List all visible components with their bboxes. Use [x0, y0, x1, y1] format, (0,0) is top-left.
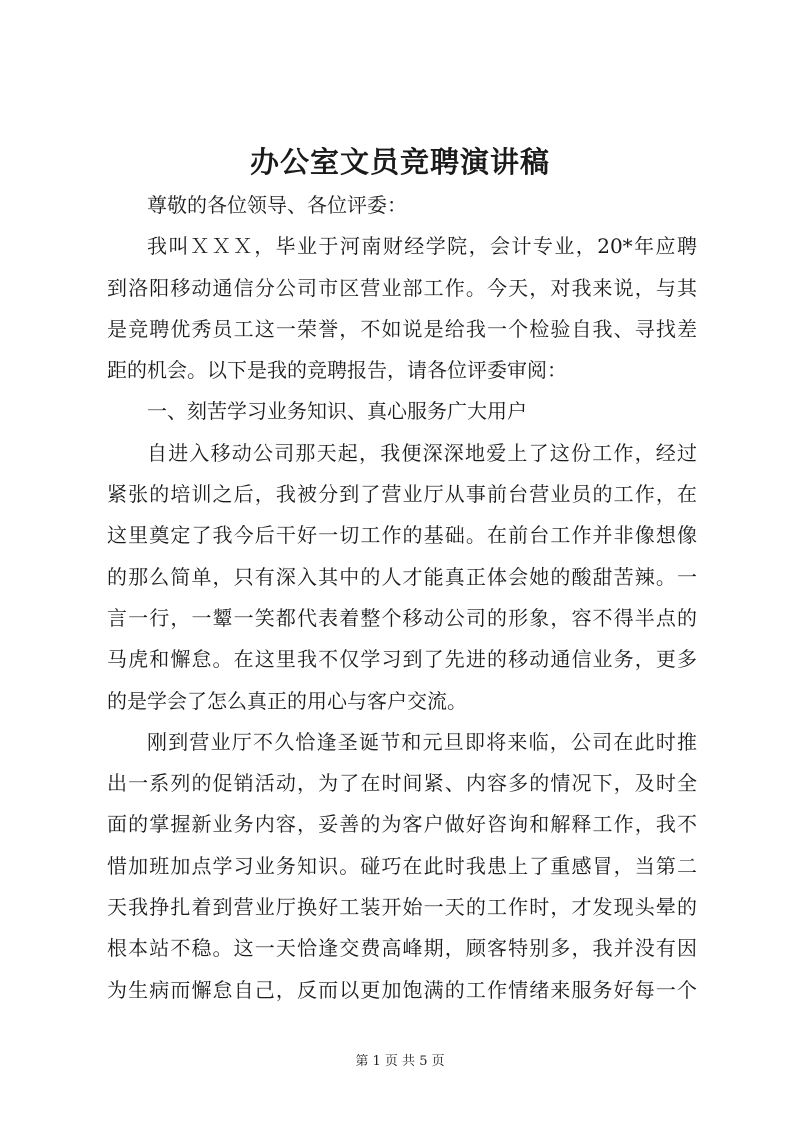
text-line: 我叫ＸＸＸ，毕业于河南财经学院，会计专业，20*年应聘 — [147, 234, 697, 259]
text-line: 天我挣扎着到营业厅换好工装开始一天的工作时，才发现头晕的 — [107, 895, 697, 920]
text-line: 自进入移动公司那天起，我便深深地爱上了这份工作，经过 — [147, 440, 697, 465]
text-line: 面的掌握新业务内容，妥善的为客户做好咨询和解释工作，我不 — [107, 812, 697, 837]
text-line: 的那么简单，只有深入其中的人才能真正体会她的酸甜苦辣。一 — [107, 564, 697, 589]
text-line: 这里奠定了我今后干好一切工作的基础。在前台工作并非像想像 — [107, 523, 697, 548]
text-line: 的是学会了怎么真正的用心与客户交流。 — [107, 688, 467, 713]
text-line: 尊敬的各位领导、各位评委： — [147, 193, 407, 217]
document-title: 办公室文员竞聘演讲稿 — [249, 145, 550, 179]
text-line: 刚到营业厅不久恰逢圣诞节和元旦即将来临，公司在此时推 — [147, 729, 697, 754]
text-line: 紧张的培训之后，我被分到了营业厅从事前台营业员的工作，在 — [107, 482, 697, 507]
text-line: 马虎和懈怠。在这里我不仅学习到了先进的移动通信业务，更多 — [107, 647, 697, 672]
text-line: 一、刻苦学习业务知识、真心服务广大用户 — [147, 399, 527, 424]
text-line: 根本站不稳。这一天恰逢交费高峰期，顾客特别多，我并没有因 — [107, 936, 697, 961]
text-line: 惜加班加点学习业务知识。碰巧在此时我患上了重感冒，当第二 — [107, 853, 697, 878]
page-footer: 第 1 页 共 5 页 — [355, 1054, 445, 1069]
text-line: 距的机会。以下是我的竞聘报告，请各位评委审阅： — [107, 358, 567, 383]
text-line: 言一行，一颦一笑都代表着整个移动公司的形象，容不得半点的 — [107, 605, 697, 630]
text-line: 为生病而懈怠自己，反而以更加饱满的工作情绪来服务好每一个 — [107, 977, 697, 1002]
text-line: 到洛阳移动通信分公司市区营业部工作。今天，对我来说，与其 — [107, 275, 697, 300]
text-line: 出一系列的促销活动，为了在时间紧、内容多的情况下，及时全 — [107, 771, 697, 796]
document-body — [107, 185, 697, 1011]
text-line: 是竞聘优秀员工这一荣誉，不如说是给我一个检验自我、寻找差 — [107, 316, 697, 341]
